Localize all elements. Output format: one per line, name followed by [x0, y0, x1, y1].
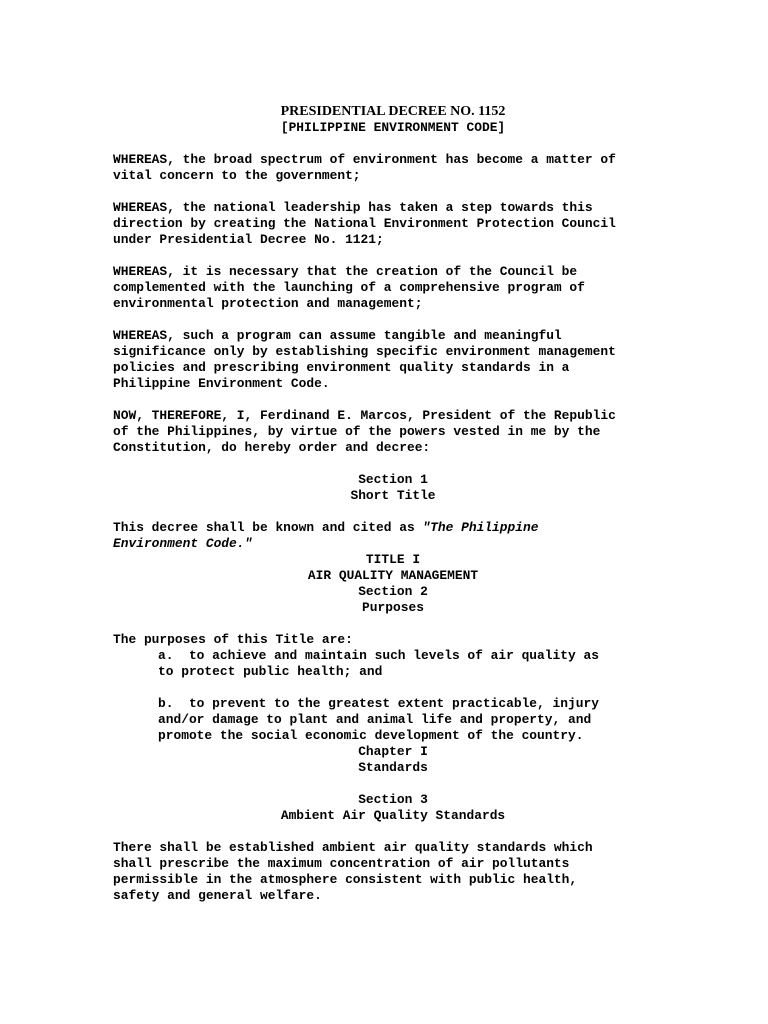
purposes-intro: The purposes of this Title are:: [113, 632, 353, 647]
whereas-paragraph-3: WHEREAS, it is necessary that the creation of the Council be complemented with the launching of a comprehensive program of environmental protection and management;: [113, 264, 585, 311]
purpose-a: a. to achieve and maintain such levels of air quality as to protect public health; and: [158, 648, 599, 679]
section-1-text-lead: This decree shall be known and cited as: [113, 520, 423, 535]
section-1-heading: Section 1: [358, 472, 428, 487]
whereas-paragraph-2: WHEREAS, the national leadership has taken a step towards this direction by creating the National Environment Protection Council under Presidential Decree No. 1121;: [113, 200, 616, 247]
section-3-title: Ambient Air Quality Standards: [280, 808, 506, 823]
title-1-name: AIR QUALITY MANAGEMENT: [307, 568, 479, 583]
chapter-1-title: Standards: [358, 760, 428, 775]
document-body: [113, 104, 673, 904]
section-3-text: There shall be established ambient air quality standards which shall prescribe the maximum concentration of air pollutants permissible in the atmosphere consistent with public health, safety and general welfare.: [113, 840, 593, 903]
section-2-title: Purposes: [362, 600, 424, 615]
document-subtitle: [PHILIPPINE ENVIRONMENT CODE]: [280, 120, 506, 135]
now-therefore-paragraph: NOW, THEREFORE, I, Ferdinand E. Marcos, President of the Republic of the Philippines, by virtue of the powers vested in me by the Constitution, do hereby order and decree:: [113, 408, 616, 455]
section-1-text: [113, 520, 673, 552]
purpose-b: b. to prevent to the greatest extent practicable, injury and/or damage to plant and animal life and property, and promote the social economic development of the country.: [158, 696, 599, 743]
section-3-heading: Section 3: [358, 792, 428, 807]
whereas-paragraph-4: WHEREAS, such a program can assume tangible and meaningful significance only by establishing specific environment management policies and prescribing environment quality standards in a Philippine Environment Code.: [113, 328, 616, 391]
section-2-heading: Section 2: [358, 584, 428, 599]
document-title: PRESIDENTIAL DECREE NO. 1152: [280, 104, 506, 119]
title-1-heading: TITLE I: [365, 552, 421, 567]
section-1-title: Short Title: [350, 488, 436, 503]
chapter-1-heading: Chapter I: [358, 744, 428, 759]
whereas-paragraph-1: WHEREAS, the broad spectrum of environment has become a matter of vital concern to the government;: [113, 152, 616, 183]
section-1-text-quote: "The Philippine Environment Code.": [113, 520, 539, 551]
